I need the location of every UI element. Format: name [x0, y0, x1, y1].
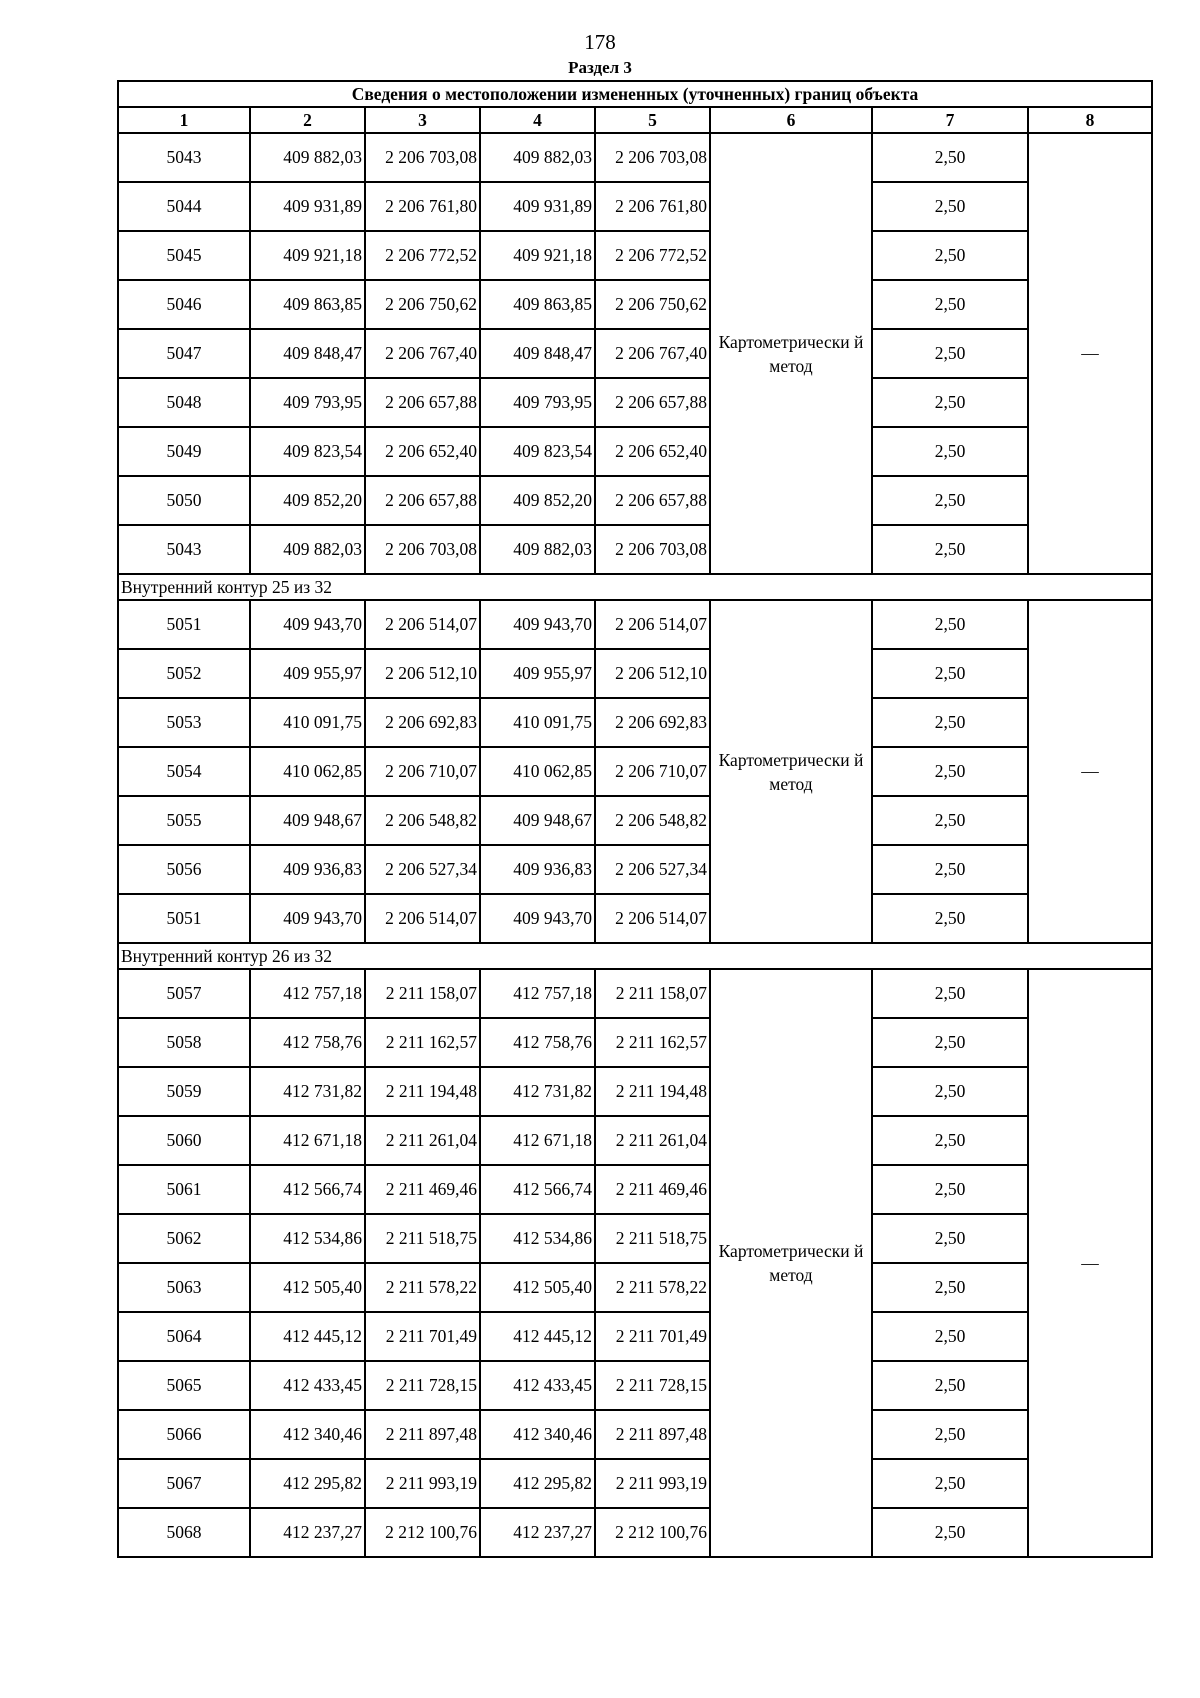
contour-heading: Внутренний контур 26 из 32: [118, 943, 1152, 969]
coord-x-cell: 412 671,18: [250, 1116, 365, 1165]
table-row: [118, 1018, 1152, 1067]
accuracy-cell: 2,50: [872, 1312, 1028, 1361]
coord-y-new-cell: 2 206 657,88: [595, 476, 710, 525]
coord-y-cell: 2 211 897,48: [365, 1410, 480, 1459]
table-row: [118, 845, 1152, 894]
accuracy-cell: 2,50: [872, 1067, 1028, 1116]
point-number-cell: 5054: [118, 747, 250, 796]
coord-y-new-cell: 2 206 710,07: [595, 747, 710, 796]
coord-x-cell: 412 433,45: [250, 1361, 365, 1410]
table-row: [118, 1165, 1152, 1214]
coord-x-new-cell: 412 237,27: [480, 1508, 595, 1557]
accuracy-cell: 2,50: [872, 329, 1028, 378]
table-row: [118, 698, 1152, 747]
point-number-cell: 5044: [118, 182, 250, 231]
column-header: 6: [710, 107, 872, 133]
coord-x-new-cell: 409 943,70: [480, 894, 595, 943]
coord-x-new-cell: 409 943,70: [480, 600, 595, 649]
coord-y-new-cell: 2 206 692,83: [595, 698, 710, 747]
point-number-cell: 5043: [118, 525, 250, 574]
coord-x-new-cell: 412 757,18: [480, 969, 595, 1018]
coord-x-new-cell: 410 091,75: [480, 698, 595, 747]
coord-y-cell: 2 206 761,80: [365, 182, 480, 231]
coord-y-new-cell: 2 206 703,08: [595, 133, 710, 182]
coord-x-cell: 409 863,85: [250, 280, 365, 329]
accuracy-cell: 2,50: [872, 600, 1028, 649]
point-number-cell: 5060: [118, 1116, 250, 1165]
coord-x-cell: 412 758,76: [250, 1018, 365, 1067]
boundary-table: [117, 80, 1153, 1558]
coord-y-new-cell: 2 211 261,04: [595, 1116, 710, 1165]
section-title: Раздел 3: [568, 58, 632, 77]
coord-y-new-cell: 2 211 897,48: [595, 1410, 710, 1459]
table-row: [118, 1116, 1152, 1165]
contour-heading-row: [118, 574, 1152, 600]
coord-x-new-cell: 412 566,74: [480, 1165, 595, 1214]
accuracy-cell: 2,50: [872, 182, 1028, 231]
coord-x-new-cell: 412 445,12: [480, 1312, 595, 1361]
coord-y-cell: 2 212 100,76: [365, 1508, 480, 1557]
contour-heading-row: [118, 943, 1152, 969]
accuracy-cell: 2,50: [872, 845, 1028, 894]
coord-x-cell: 409 936,83: [250, 845, 365, 894]
coord-y-new-cell: 2 206 761,80: [595, 182, 710, 231]
coord-y-new-cell: 2 211 158,07: [595, 969, 710, 1018]
accuracy-cell: 2,50: [872, 1263, 1028, 1312]
column-header: 2: [250, 107, 365, 133]
coord-x-new-cell: 412 340,46: [480, 1410, 595, 1459]
accuracy-cell: 2,50: [872, 231, 1028, 280]
column-header: 3: [365, 107, 480, 133]
coord-y-cell: 2 206 657,88: [365, 378, 480, 427]
coord-x-new-cell: 412 433,45: [480, 1361, 595, 1410]
coord-x-new-cell: 409 823,54: [480, 427, 595, 476]
accuracy-cell: 2,50: [872, 698, 1028, 747]
coord-y-new-cell: 2 206 703,08: [595, 525, 710, 574]
coord-x-new-cell: 409 882,03: [480, 525, 595, 574]
point-number-cell: 5059: [118, 1067, 250, 1116]
table-row: [118, 1312, 1152, 1361]
coord-y-cell: 2 211 578,22: [365, 1263, 480, 1312]
coord-x-new-cell: 409 793,95: [480, 378, 595, 427]
table-row: [118, 1508, 1152, 1557]
coord-y-new-cell: 2 206 512,10: [595, 649, 710, 698]
coord-x-cell: 412 505,40: [250, 1263, 365, 1312]
coord-x-new-cell: 412 534,86: [480, 1214, 595, 1263]
accuracy-cell: 2,50: [872, 1410, 1028, 1459]
point-number-cell: 5067: [118, 1459, 250, 1508]
coord-x-new-cell: 412 505,40: [480, 1263, 595, 1312]
coord-x-new-cell: 412 758,76: [480, 1018, 595, 1067]
coord-y-cell: 2 211 701,49: [365, 1312, 480, 1361]
point-number-cell: 5065: [118, 1361, 250, 1410]
column-header: 8: [1028, 107, 1152, 133]
table-row: [118, 796, 1152, 845]
coord-x-cell: 410 062,85: [250, 747, 365, 796]
column-header: 7: [872, 107, 1028, 133]
table-row: [118, 525, 1152, 574]
point-number-cell: 5051: [118, 600, 250, 649]
coord-x-cell: 412 534,86: [250, 1214, 365, 1263]
coord-y-cell: 2 211 518,75: [365, 1214, 480, 1263]
coord-y-cell: 2 206 514,07: [365, 600, 480, 649]
method-cell: Картометрически й метод: [710, 969, 872, 1557]
coord-y-cell: 2 206 512,10: [365, 649, 480, 698]
column-header: 1: [118, 107, 250, 133]
table-row: [118, 600, 1152, 649]
coord-x-new-cell: 412 731,82: [480, 1067, 595, 1116]
point-number-cell: 5050: [118, 476, 250, 525]
accuracy-cell: 2,50: [872, 280, 1028, 329]
accuracy-cell: 2,50: [872, 1361, 1028, 1410]
point-number-cell: 5064: [118, 1312, 250, 1361]
coord-y-new-cell: 2 211 728,15: [595, 1361, 710, 1410]
point-number-cell: 5051: [118, 894, 250, 943]
coord-x-new-cell: 409 948,67: [480, 796, 595, 845]
coord-y-cell: 2 206 657,88: [365, 476, 480, 525]
coord-x-cell: 412 295,82: [250, 1459, 365, 1508]
point-number-cell: 5066: [118, 1410, 250, 1459]
point-number-cell: 5055: [118, 796, 250, 845]
column-header: 4: [480, 107, 595, 133]
coord-y-new-cell: 2 206 657,88: [595, 378, 710, 427]
table-row: [118, 133, 1152, 182]
table-row: [118, 476, 1152, 525]
table-row: [118, 378, 1152, 427]
coord-x-cell: 409 948,67: [250, 796, 365, 845]
page-number: 178: [584, 30, 616, 54]
coord-x-new-cell: 409 852,20: [480, 476, 595, 525]
table-row: [118, 1214, 1152, 1263]
accuracy-cell: 2,50: [872, 649, 1028, 698]
description-cell: —: [1028, 969, 1152, 1557]
coord-x-new-cell: 409 882,03: [480, 133, 595, 182]
table-row: [118, 649, 1152, 698]
coord-x-cell: 409 848,47: [250, 329, 365, 378]
coord-y-cell: 2 206 548,82: [365, 796, 480, 845]
accuracy-cell: 2,50: [872, 1214, 1028, 1263]
point-number-cell: 5057: [118, 969, 250, 1018]
coord-y-new-cell: 2 211 578,22: [595, 1263, 710, 1312]
coord-y-cell: 2 206 772,52: [365, 231, 480, 280]
coord-x-new-cell: 412 671,18: [480, 1116, 595, 1165]
point-number-cell: 5045: [118, 231, 250, 280]
table-row: [118, 747, 1152, 796]
coord-y-new-cell: 2 211 162,57: [595, 1018, 710, 1067]
coord-y-new-cell: 2 211 194,48: [595, 1067, 710, 1116]
accuracy-cell: 2,50: [872, 1165, 1028, 1214]
point-number-cell: 5061: [118, 1165, 250, 1214]
coord-x-new-cell: 410 062,85: [480, 747, 595, 796]
coord-x-cell: 410 091,75: [250, 698, 365, 747]
point-number-cell: 5056: [118, 845, 250, 894]
point-number-cell: 5062: [118, 1214, 250, 1263]
coord-x-new-cell: 409 931,89: [480, 182, 595, 231]
coord-y-cell: 2 206 514,07: [365, 894, 480, 943]
accuracy-cell: 2,50: [872, 133, 1028, 182]
point-number-cell: 5049: [118, 427, 250, 476]
coord-y-new-cell: 2 206 652,40: [595, 427, 710, 476]
coord-x-cell: 412 237,27: [250, 1508, 365, 1557]
coord-x-cell: 412 566,74: [250, 1165, 365, 1214]
accuracy-cell: 2,50: [872, 1459, 1028, 1508]
coord-y-new-cell: 2 206 750,62: [595, 280, 710, 329]
coord-y-cell: 2 206 703,08: [365, 133, 480, 182]
coord-x-cell: 409 882,03: [250, 133, 365, 182]
coord-x-cell: 412 757,18: [250, 969, 365, 1018]
description-cell: —: [1028, 133, 1152, 574]
coord-y-cell: 2 206 710,07: [365, 747, 480, 796]
coord-x-cell: 409 921,18: [250, 231, 365, 280]
table-row: [118, 427, 1152, 476]
table-row: [118, 1263, 1152, 1312]
method-cell: Картометрически й метод: [710, 600, 872, 943]
point-number-cell: 5047: [118, 329, 250, 378]
coord-y-cell: 2 206 652,40: [365, 427, 480, 476]
accuracy-cell: 2,50: [872, 1018, 1028, 1067]
method-cell: Картометрически й метод: [710, 133, 872, 574]
coord-y-cell: 2 206 750,62: [365, 280, 480, 329]
accuracy-cell: 2,50: [872, 894, 1028, 943]
table-title: Сведения о местоположении измененных (уточненных) границ объекта: [118, 81, 1152, 107]
coord-y-cell: 2 206 692,83: [365, 698, 480, 747]
coord-y-cell: 2 211 728,15: [365, 1361, 480, 1410]
coord-x-cell: 409 931,89: [250, 182, 365, 231]
coord-y-new-cell: 2 206 772,52: [595, 231, 710, 280]
coord-y-new-cell: 2 211 993,19: [595, 1459, 710, 1508]
coord-x-new-cell: 409 863,85: [480, 280, 595, 329]
table-row: [118, 1361, 1152, 1410]
coord-y-cell: 2 206 703,08: [365, 525, 480, 574]
coord-y-new-cell: 2 206 514,07: [595, 894, 710, 943]
coord-y-new-cell: 2 206 767,40: [595, 329, 710, 378]
coord-x-cell: 409 943,70: [250, 894, 365, 943]
accuracy-cell: 2,50: [872, 747, 1028, 796]
accuracy-cell: 2,50: [872, 525, 1028, 574]
coord-x-cell: 409 793,95: [250, 378, 365, 427]
accuracy-cell: 2,50: [872, 1508, 1028, 1557]
point-number-cell: 5046: [118, 280, 250, 329]
table-row: [118, 231, 1152, 280]
point-number-cell: 5063: [118, 1263, 250, 1312]
coord-x-cell: 412 731,82: [250, 1067, 365, 1116]
coord-y-new-cell: 2 206 527,34: [595, 845, 710, 894]
table-row: [118, 182, 1152, 231]
coord-y-new-cell: 2 211 469,46: [595, 1165, 710, 1214]
point-number-cell: 5058: [118, 1018, 250, 1067]
accuracy-cell: 2,50: [872, 796, 1028, 845]
coord-y-cell: 2 206 527,34: [365, 845, 480, 894]
coord-y-new-cell: 2 211 518,75: [595, 1214, 710, 1263]
table-row: [118, 280, 1152, 329]
point-number-cell: 5052: [118, 649, 250, 698]
coord-y-cell: 2 211 194,48: [365, 1067, 480, 1116]
coord-y-cell: 2 211 261,04: [365, 1116, 480, 1165]
coord-y-new-cell: 2 211 701,49: [595, 1312, 710, 1361]
coord-x-cell: 412 340,46: [250, 1410, 365, 1459]
accuracy-cell: 2,50: [872, 427, 1028, 476]
coord-x-new-cell: 409 955,97: [480, 649, 595, 698]
coord-y-cell: 2 211 993,19: [365, 1459, 480, 1508]
point-number-cell: 5053: [118, 698, 250, 747]
coord-y-cell: 2 211 469,46: [365, 1165, 480, 1214]
point-number-cell: 5043: [118, 133, 250, 182]
accuracy-cell: 2,50: [872, 378, 1028, 427]
coord-x-cell: 409 882,03: [250, 525, 365, 574]
coord-x-new-cell: 412 295,82: [480, 1459, 595, 1508]
coord-x-cell: 409 852,20: [250, 476, 365, 525]
accuracy-cell: 2,50: [872, 1116, 1028, 1165]
table-row: [118, 1410, 1152, 1459]
accuracy-cell: 2,50: [872, 476, 1028, 525]
coord-x-new-cell: 409 936,83: [480, 845, 595, 894]
table-row: [118, 894, 1152, 943]
coord-x-cell: 409 955,97: [250, 649, 365, 698]
coord-y-cell: 2 211 158,07: [365, 969, 480, 1018]
accuracy-cell: 2,50: [872, 969, 1028, 1018]
coord-y-cell: 2 211 162,57: [365, 1018, 480, 1067]
coord-y-new-cell: 2 212 100,76: [595, 1508, 710, 1557]
coord-x-new-cell: 409 921,18: [480, 231, 595, 280]
point-number-cell: 5068: [118, 1508, 250, 1557]
column-header: 5: [595, 107, 710, 133]
contour-heading: Внутренний контур 25 из 32: [118, 574, 1152, 600]
coord-y-cell: 2 206 767,40: [365, 329, 480, 378]
coord-x-cell: 412 445,12: [250, 1312, 365, 1361]
coord-y-new-cell: 2 206 514,07: [595, 600, 710, 649]
point-number-cell: 5048: [118, 378, 250, 427]
description-cell: —: [1028, 600, 1152, 943]
table-row: [118, 969, 1152, 1018]
coord-x-new-cell: 409 848,47: [480, 329, 595, 378]
coord-x-cell: 409 823,54: [250, 427, 365, 476]
table-row: [118, 329, 1152, 378]
table-row: [118, 1067, 1152, 1116]
table-row: [118, 1459, 1152, 1508]
coord-x-cell: 409 943,70: [250, 600, 365, 649]
coord-y-new-cell: 2 206 548,82: [595, 796, 710, 845]
